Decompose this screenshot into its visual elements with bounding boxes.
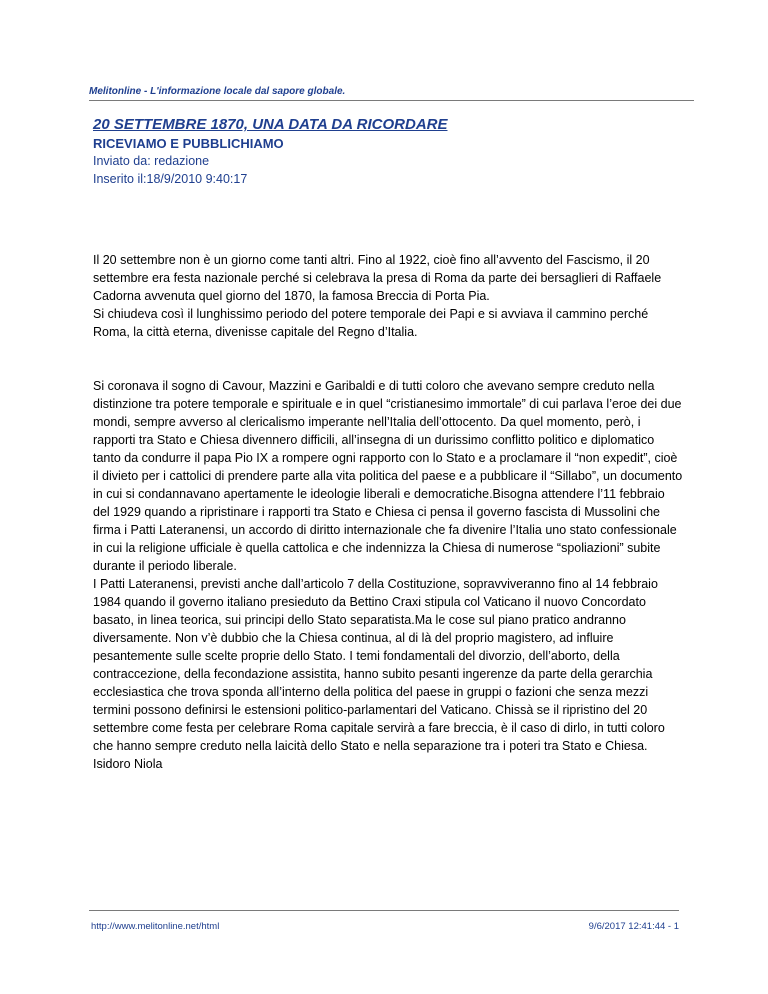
footer-url[interactable]: http://www.melitonline.net/html bbox=[91, 921, 220, 932]
article-date: Inserito il:18/9/2010 9:40:17 bbox=[93, 172, 248, 186]
page-footer bbox=[89, 910, 679, 933]
article-header bbox=[93, 116, 683, 188]
article-author: Inviato da: redazione bbox=[93, 154, 210, 168]
article-body bbox=[93, 233, 683, 809]
article-paragraph: Si coronava il sogno di Cavour, Mazzini e Garibaldi e di tutti coloro che avevano sempre creduto nella distinzione tra potere temporale e spirituale e in quel “cristianesimo immortale” di cui parlava l’eroe dei due mondi, sempre avverso al clericalismo imperante nell’Italia dell’ottocento. Da quel momento, però, i rapporti tra Stato e Chiesa divennero difficili, all’insegna di un durissimo conflitto politico e diplomatico tanto da condurre il papa Pio IX a rompere ogni rapporto con lo Stato e a proclamare il “non expedit”, cioè il divieto per i cattolici di prendere parte alla vita politica del paese e a pubblicare il “Sillabo”, un documento in cui si condannavano apertamente le ideologie liberali e democratiche.Bisogna attendere l’11 febbraio del 1929 quando a ripristinare i rapporti tra Stato e Chiesa ci pensa il governo fascista di Mussolini che firma i Patti Lateranensi, un accordo di diritto internazionale che fa divenire l’Italia uno stato confessionale in cui la religione ufficiale è quella cattolica e che indennizza la Chiesa di numerose “spoliazioni” subite durante il periodo liberale. I Patti Lateranensi, previsti anche dall’articolo 7 della Costituzione, sopravviveranno fino al 14 febbraio 1984 quando il governo italiano presieduto da Bettino Craxi stipula col Vaticano il nuovo Concordato basato, in linea teorica, sui principi dello Stato separatista.Ma le cose sul piano pratico andranno diversamente. Non v’è dubbio che la Chiesa continua, al di là del proprio magistero, ad influire pesantemente sulle scelte proprie dello Stato. I temi fondamentali del divorzio, dell’aborto, della contraccezione, della fecondazione assistita, hanno subito pesanti ingerenze da parte della gerarchia ecclesiastica che trova sponda all’interno della politica del paese in gruppi o fazioni che senza mezzi termini possono definirsi le estensioni politico-parlamentari del Vaticano. Chissà se il ripristino del 20 settembre come festa per celebrare Roma capitale servirà a fare breccia, è il caso di dirlo, in tutti coloro che hanno sempre creduto nella laicità dello Stato e nella separazione tra i poteri tra Stato e Chiesa. Isidoro Niola bbox=[93, 379, 683, 771]
article-title[interactable]: 20 SETTEMBRE 1870, UNA DATA DA RICORDARE bbox=[93, 116, 448, 133]
site-tagline: Melitonline - L'informazione locale dal sapore globale. bbox=[89, 86, 346, 97]
article-section: RICEVIAMO E PUBBLICHIAMO bbox=[93, 136, 284, 151]
footer-timestamp: 9/6/2017 12:41:44 - 1 bbox=[588, 921, 679, 932]
site-header bbox=[89, 84, 694, 101]
article-paragraph: Il 20 settembre non è un giorno come tanti altri. Fino al 1922, cioè fino all’avvento del Fascismo, il 20 settembre era festa nazionale perché si celebrava la presa di Roma da parte dei bersaglieri di Raffaele Cadorna avvenuta quel giorno del 1870, la famosa Breccia di Porta Pia. Si chiudeva così il lunghissimo periodo del potere temporale dei Papi e si avviava il cammino perché Roma, la città eterna, divenisse capitale del Regno d’Italia. bbox=[93, 253, 662, 339]
